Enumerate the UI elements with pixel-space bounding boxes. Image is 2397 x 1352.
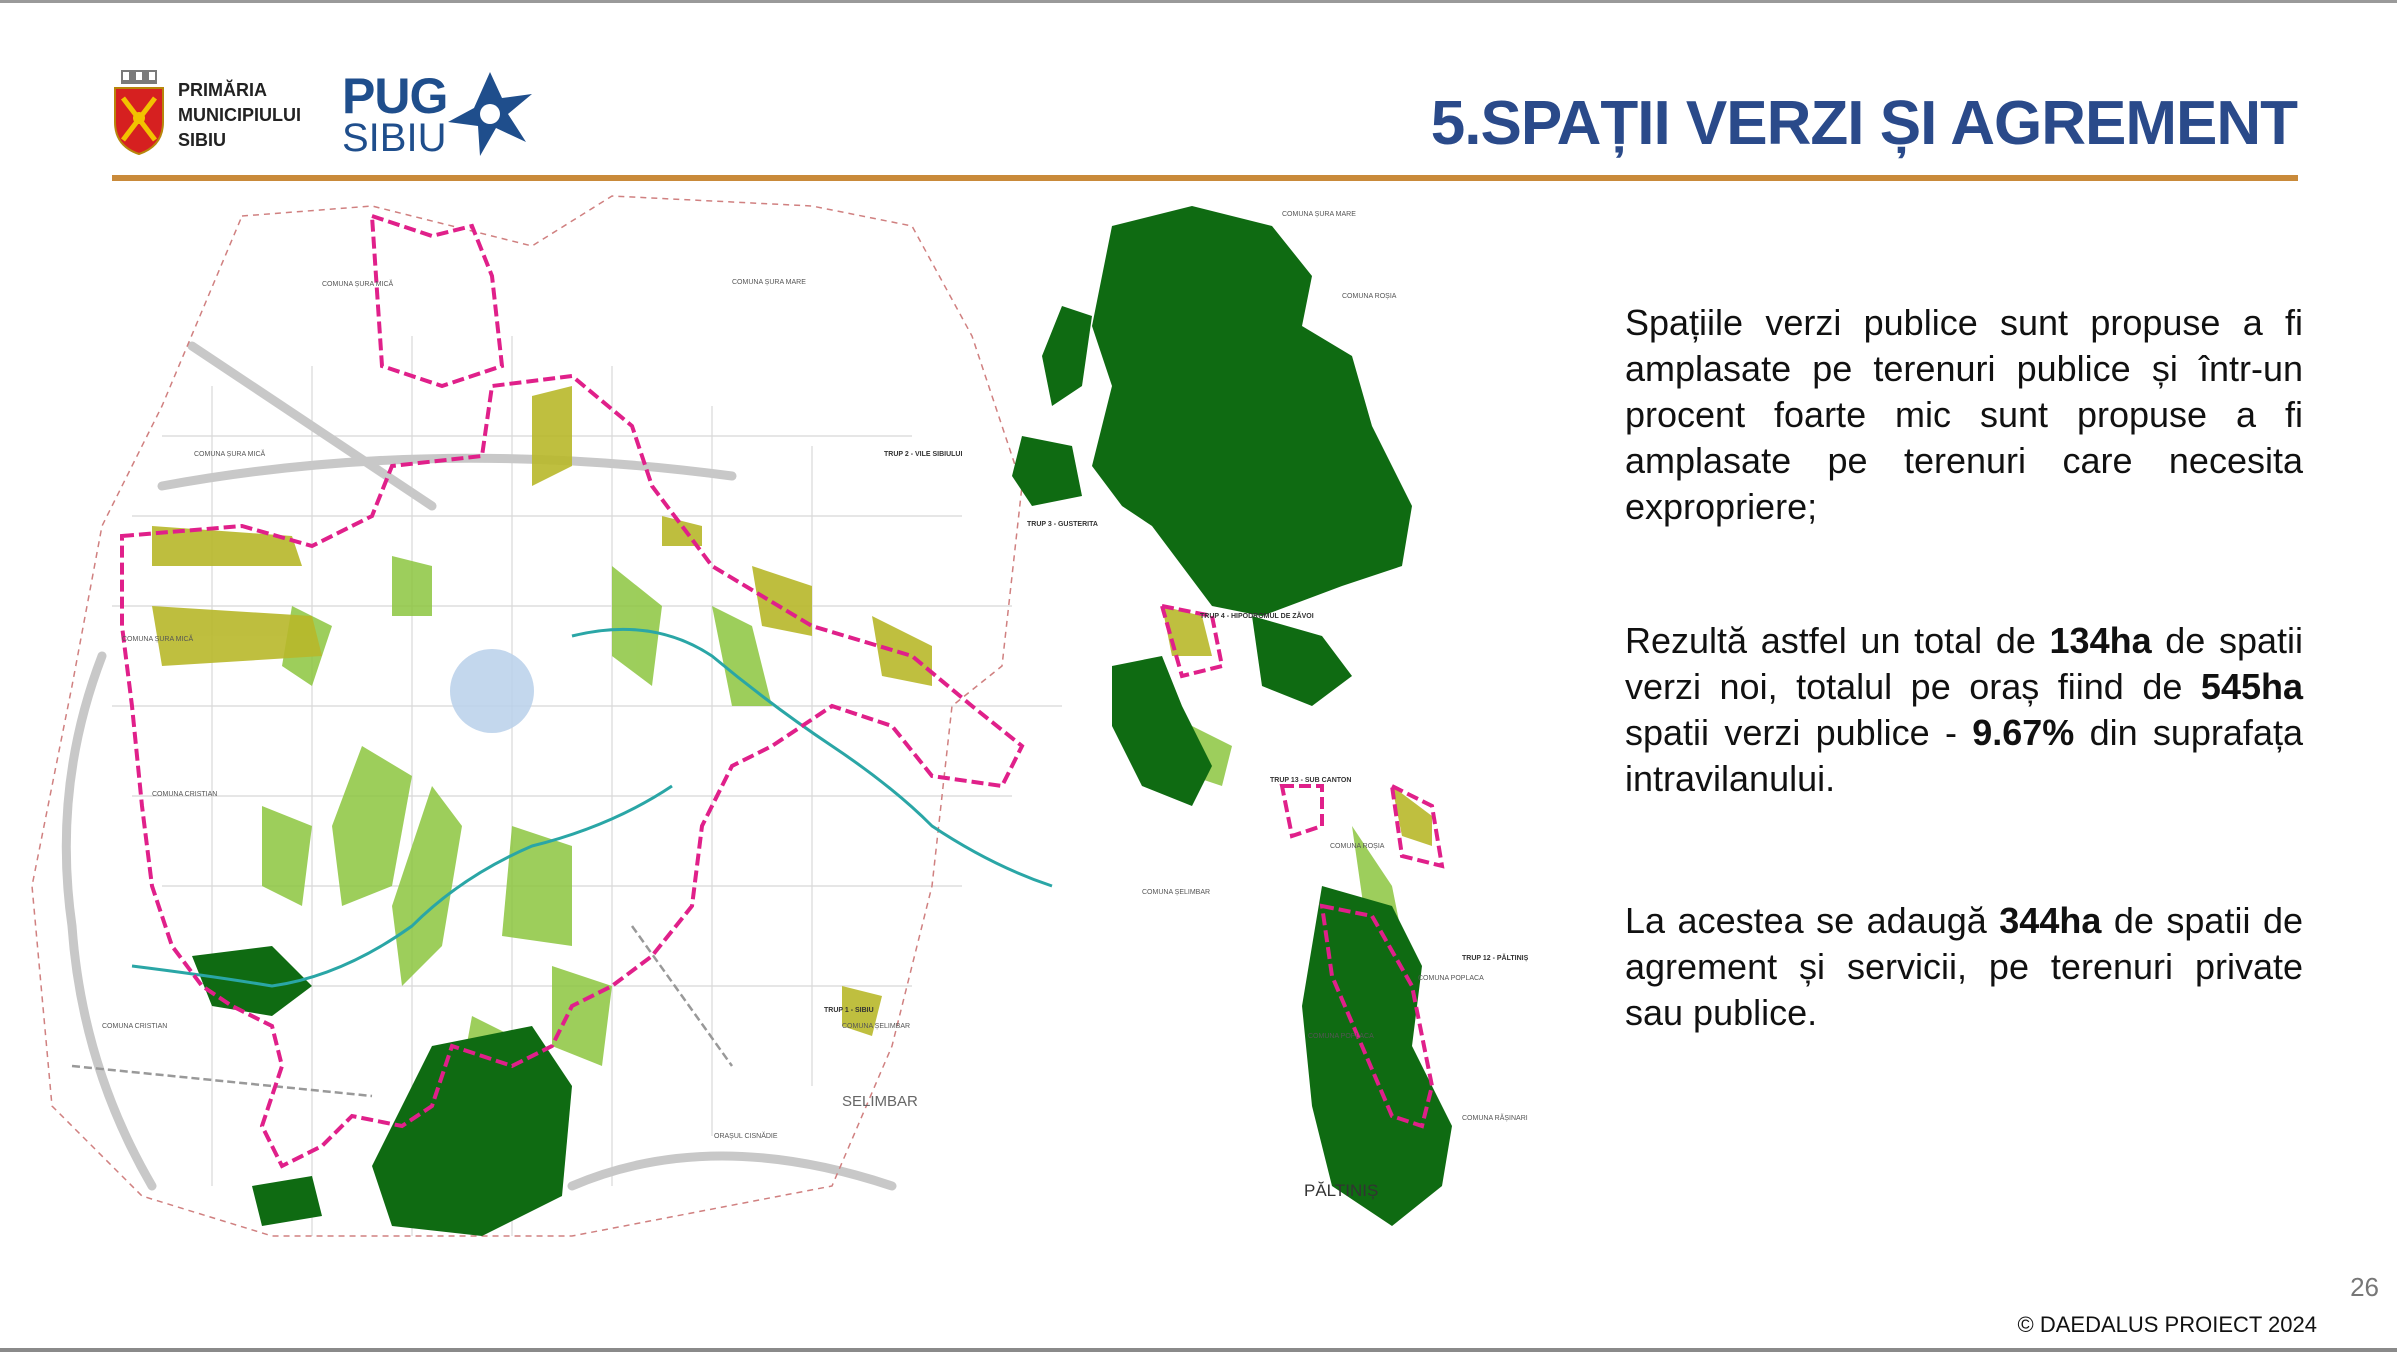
map-label-comuna-selimbar-2: COMUNA ȘELIMBAR — [842, 1023, 911, 1030]
sibiu-coat-of-arms-icon — [113, 70, 165, 156]
top-border — [0, 0, 2397, 3]
map-label-comuna-rasinari: COMUNA RĂȘINARI — [1462, 1115, 1528, 1122]
bottom-border — [0, 1348, 2397, 1352]
paragraph-green-spaces-total — [1625, 618, 2303, 802]
map-label-trup-paltinis: TRUP 12 - PĂLTINIȘ — [1462, 955, 1529, 962]
map-label-comuna-poplaca-1: COMUNA POPLACA — [1418, 975, 1484, 982]
map-label-comuna-rosia-top: COMUNA ROȘIA — [1342, 293, 1397, 300]
paragraph-green-spaces-location — [1625, 300, 2303, 530]
p3-value-recreation: 344ha — [1999, 900, 2102, 941]
map-label-comuna-sura-mare: COMUNA ȘURA MARE — [732, 279, 806, 286]
map-label-comuna-cristian-1: COMUNA CRISTIAN — [152, 791, 218, 798]
map-label-orasul-cisnadie: ORAȘUL CISNĂDIE — [714, 1133, 778, 1140]
map-label-comuna-sura-mare-top: COMUNA ȘURA MARE — [1282, 211, 1356, 218]
map-label-comuna-sura-mica-1: COMUNA ȘURA MICĂ — [322, 281, 394, 288]
historic-center — [450, 649, 534, 733]
green-spaces-map — [12, 186, 1529, 1242]
map-label-selimbar: SELIMBAR — [842, 1093, 918, 1110]
map-label-comuna-selimbar-1: COMUNA ȘELIMBAR — [1142, 889, 1211, 896]
map-label-trup-vile: TRUP 2 - VILE SIBIULUI — [884, 451, 963, 458]
page-number: 26 — [2350, 1272, 2379, 1302]
p3-text-a: La acestea se adaugă — [1625, 900, 2000, 941]
map-label-trup-sibiu: TRUP 1 - SIBIU — [824, 1007, 874, 1014]
map-label-trup-sub-canton: TRUP 13 - SUB CANTON — [1270, 777, 1352, 784]
map-label-trup-gusterita: TRUP 3 - GUSTERITA — [1027, 521, 1098, 528]
map-label-paltinis: PĂLTINIȘ — [1304, 1181, 1379, 1200]
org-line-3: SIBIU — [178, 130, 227, 150]
map-label-comuna-sura-mica-2: COMUNA ȘURA MICĂ — [194, 451, 266, 458]
org-line-2: MUNICIPIULUI — [178, 105, 301, 125]
p2-text-e: spatii verzi publice - — [1625, 712, 1973, 753]
org-line-1: PRIMĂRIA — [178, 80, 267, 100]
paragraph-1-text: Spațiile verzi publice sunt propuse a fi amplasate pe terenuri publice și într-un procent foarte mic sunt propuse a fi amplasate pe terenuri care necesita expropriere; — [1625, 302, 2303, 527]
p3-text-c: de spatii de agrement și servicii, pe terenuri private sau publice. — [1625, 900, 2303, 1033]
p2-text-g: din suprafața intravilanului. — [1625, 712, 2303, 799]
organization-name — [178, 78, 301, 153]
map-label-comuna-sura-mica-3: COMUNA ȘURA MICĂ — [122, 636, 194, 643]
page-title: 5.SPAȚII VERZI ȘI AGREMENT — [1430, 89, 2297, 158]
pug-logo-text: PUG — [342, 68, 448, 124]
pug-star-logo-icon — [340, 64, 540, 164]
p2-value-percent: 9.67% — [1972, 712, 2075, 753]
p2-value-total-green: 545ha — [2200, 666, 2303, 707]
pug-logo-city: SIBIU — [342, 116, 447, 160]
p2-value-new-green: 134ha — [2049, 620, 2152, 661]
map-label-trup-hipodrom: TRUP 4 - HIPODROMUL DE ZĂVOI — [1200, 613, 1314, 620]
p2-text-c: de spatii verzi noi, totalul pe oraș fiind de — [1625, 620, 2304, 707]
map-label-comuna-rosia-right: COMUNA ROȘIA — [1330, 843, 1385, 850]
map-label-comuna-cristian-2: COMUNA CRISTIAN — [102, 1023, 168, 1030]
copyright-notice: © DAEDALUS PROIECT 2024 — [2017, 1312, 2317, 1337]
p2-text-a: Rezultă astfel un total de — [1625, 620, 2050, 661]
paragraph-recreation-spaces — [1625, 898, 2303, 1036]
map-label-comuna-poplaca-2: COMUNA POPLACA — [1308, 1033, 1374, 1040]
title-rule — [112, 175, 2298, 181]
